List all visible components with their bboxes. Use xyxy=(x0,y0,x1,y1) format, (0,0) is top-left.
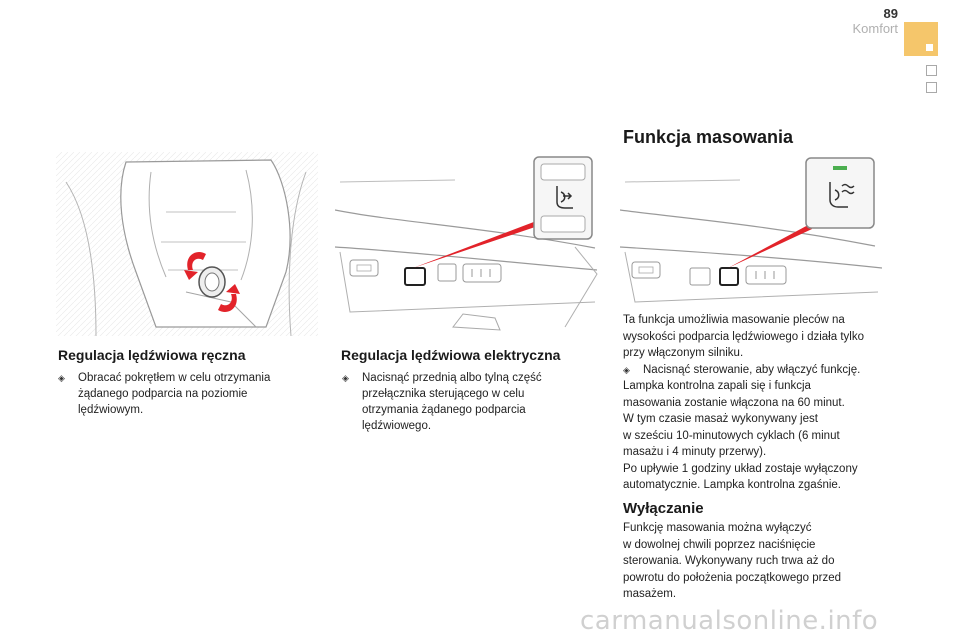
chapter-tab-empty-1[interactable] xyxy=(926,65,937,76)
manual-lumbar-heading: Regulacja lędźwiowa ręczna xyxy=(58,347,246,363)
page-number: 89 xyxy=(883,6,898,21)
lumbar-knob-icon xyxy=(199,267,225,297)
manual-lumbar-illustration xyxy=(56,152,318,336)
chapter-tab-empty-2[interactable] xyxy=(926,82,937,93)
indicator-lamp-icon xyxy=(833,166,847,170)
bullet-icon: ◈ xyxy=(623,365,630,375)
massage-title: Funkcja masowania xyxy=(623,127,794,147)
massage-intro: Ta funkcja umożliwia masowanie pleców na wysokości podparcia lędźwiowego i działa tylko przy włączonym silniku. xyxy=(623,314,864,359)
chapter-tab[interactable] xyxy=(904,22,938,56)
electric-lumbar-step: ◈ Nacisnąć przednią albo tylną część przełącznika sterującego w celu otrzymania żądanego podparcia lędźwiowego. xyxy=(342,372,542,432)
bullet-icon: ◈ xyxy=(58,373,65,383)
bullet-icon: ◈ xyxy=(342,373,349,383)
watermark: carmanualsonline.info xyxy=(580,606,879,636)
massage-switch-illustration xyxy=(620,152,882,312)
chapter-name: Komfort xyxy=(852,21,898,36)
electric-lumbar-heading: Regulacja lędźwiowa elektryczna xyxy=(341,347,561,363)
massage-step: ◈ Nacisnąć sterowanie, aby włączyć funkcję. xyxy=(623,362,893,379)
callout-pointer xyxy=(728,224,812,268)
massage-button-closeup xyxy=(806,158,874,228)
electric-lumbar-illustration xyxy=(335,152,600,336)
manual-lumbar-step: ◈ Obracać pokrętłem w celu otrzymania żądanego podparcia na poziomie lędźwiowym. xyxy=(58,372,271,416)
lumbar-switch-closeup xyxy=(534,157,592,239)
off-text: Funkcję masowania można wyłączyć w dowolnej chwili poprzez naciśnięcie sterowania. Wykonywany ruch trwa aż do powrotu do położenia początkowego przed masażem. xyxy=(623,522,842,600)
massage-details: Lampka kontrolna zapali się i funkcja masowania zostanie włączona na 60 minut. W tym czasie masaż wykonywany jest w sześciu 10-minutowych cyklach (6 minut masażu i 4 minuty przerwy). Po upływie 1 godziny układ zostaje wyłączony automatycznie. Lampka kontrolna zgaśnie. xyxy=(623,380,858,491)
chapter-tab-marker xyxy=(926,44,933,51)
off-heading: Wyłączanie xyxy=(623,500,704,517)
callout-pointer xyxy=(413,220,541,268)
